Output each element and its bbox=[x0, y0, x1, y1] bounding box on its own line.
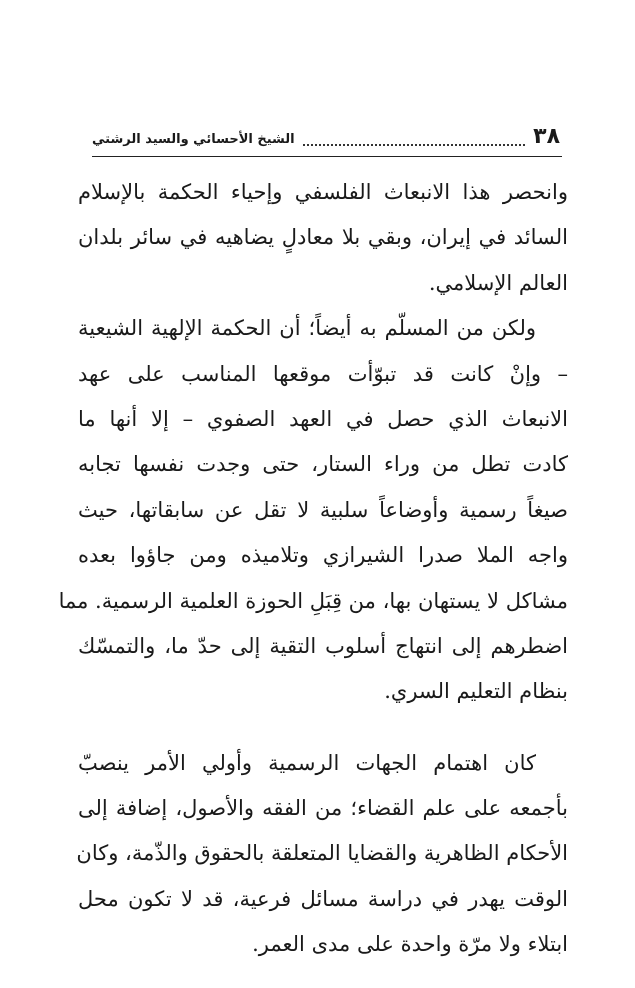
text-line: كان اهتمام الجهات الرسمية وأولي الأمر ينصبّ bbox=[78, 750, 536, 775]
text-line: كادت تطل من وراء الستار، حتى وجدت نفسها تجابه bbox=[78, 452, 568, 477]
text-line: ابتلاء ولا مرّة واحدة على مدى العمر. bbox=[252, 932, 568, 957]
text-line: بنظام التعليم السري. bbox=[384, 679, 568, 704]
text-line: – وإنْ كانت قد تبوّأت موقعها المناسب على عهد bbox=[78, 361, 568, 386]
paragraph-3 bbox=[78, 741, 568, 968]
text-line: بأجمعه على علم القضاء؛ من الفقه والأصول، إضافة إلى bbox=[78, 796, 568, 821]
paragraph-1 bbox=[78, 170, 568, 306]
body-text bbox=[58, 170, 568, 968]
text-line: مشاكل لا يستهان بها، من قِبَلِ الحوزة العلمية الرسمية. مما bbox=[58, 588, 568, 613]
page-number: ٣٨ bbox=[533, 124, 560, 149]
text-line: صيغاً رسمية وأوضاعاً سلبية لا تقل عن سابقاتها، حيث bbox=[78, 497, 568, 522]
text-line: العالم الإسلامي. bbox=[428, 270, 568, 295]
text-line: الأحكام الظاهرية والقضايا المتعلقة بالحقوق والذّمة، وكان bbox=[76, 841, 568, 866]
header-rule bbox=[92, 156, 562, 157]
text-line: السائد في إيران، وبقي بلا معادلٍ يضاهيه في سائر بلدان bbox=[78, 225, 568, 250]
paragraph-spacer bbox=[78, 715, 568, 741]
text-line: ولكن من المسلّم به أيضاً؛ أن الحكمة الإلهية الشيعية bbox=[78, 316, 536, 341]
text-line: الوقت يهدر في دراسة مسائل فرعية، قد لا تكون محل bbox=[78, 886, 568, 911]
header-leader-dots bbox=[303, 144, 526, 146]
text-line: الانبعاث الذي حصل في العهد الصفوي – إلا أنها ما bbox=[78, 406, 568, 431]
paragraph-2 bbox=[58, 306, 568, 715]
text-line: اضطرهم إلى انتهاج أسلوب التقية إلى حدّ ما، والتمسّك bbox=[78, 633, 568, 658]
running-title: الشيخ الأحسائي والسيد الرشتي bbox=[92, 132, 295, 147]
text-line: وانحصر هذا الانبعاث الفلسفي وإحياء الحكمة بالإسلام bbox=[78, 180, 568, 204]
text-line: واجه الملا صدرا الشيرازي وتلاميذه ومن جاؤوا بعده bbox=[78, 543, 568, 568]
page-header bbox=[92, 118, 560, 152]
